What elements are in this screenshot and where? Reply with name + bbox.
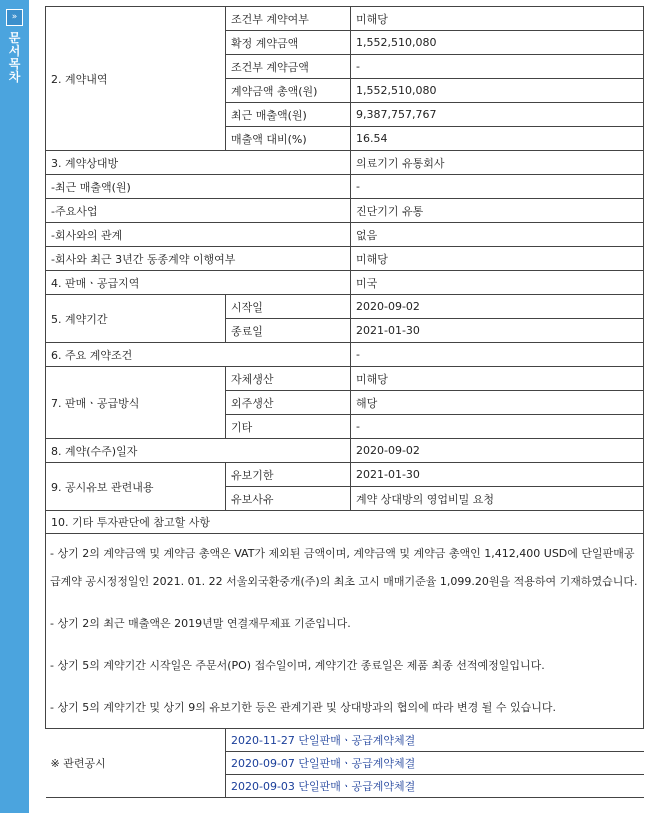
row-value: 미국 bbox=[351, 271, 644, 295]
row-value: 2021-01-30 bbox=[351, 463, 644, 487]
table-row bbox=[46, 7, 644, 31]
row-key: 매출액 대비(%) bbox=[226, 127, 351, 151]
row-label: ※ 관련공시 bbox=[46, 729, 226, 798]
table-row bbox=[46, 367, 644, 391]
table-row bbox=[46, 223, 644, 247]
table-row bbox=[46, 439, 644, 463]
related-disclosure-link[interactable]: 2020-09-03 단일판매ㆍ공급계약체결 bbox=[226, 775, 644, 798]
table-row bbox=[46, 534, 644, 729]
table-row bbox=[46, 343, 644, 367]
row-value: 2021-01-30 bbox=[351, 319, 644, 343]
toc-sidebar bbox=[0, 0, 29, 813]
note-paragraph: - 상기 5의 계약기간 및 상기 9의 유보기한 등은 관계기관 및 상대방과의 협의에 따라 변경 될 수 있습니다. bbox=[50, 701, 556, 714]
row-label: -주요사업 bbox=[46, 199, 351, 223]
row-label: 8. 계약(수주)일자 bbox=[46, 439, 351, 463]
table-row bbox=[46, 247, 644, 271]
toc-label-char: 서 bbox=[8, 44, 21, 58]
row-label: 2. 계약내역 bbox=[46, 7, 226, 151]
row-label: 5. 계약기간 bbox=[46, 295, 226, 343]
row-value: 1,552,510,080 bbox=[351, 79, 644, 103]
row-label: -최근 매출액(원) bbox=[46, 175, 351, 199]
toc-toggle-button[interactable] bbox=[6, 9, 23, 26]
toc-label-char: 문 bbox=[8, 31, 21, 45]
row-label: 4. 판매ㆍ공급지역 bbox=[46, 271, 351, 295]
row-value: - bbox=[351, 55, 644, 79]
table-row bbox=[46, 199, 644, 223]
row-value: 미해당 bbox=[351, 7, 644, 31]
row-value: - bbox=[351, 415, 644, 439]
row-key: 유보사유 bbox=[226, 487, 351, 511]
table-row bbox=[46, 175, 644, 199]
toc-label[interactable] bbox=[0, 32, 29, 84]
table-row bbox=[46, 295, 644, 319]
row-value: 9,387,757,767 bbox=[351, 103, 644, 127]
row-value: 16.54 bbox=[351, 127, 644, 151]
row-label: 10. 기타 투자판단에 참고할 사항 bbox=[46, 511, 644, 534]
row-key: 확정 계약금액 bbox=[226, 31, 351, 55]
row-key: 최근 매출액(원) bbox=[226, 103, 351, 127]
row-value: - bbox=[351, 343, 644, 367]
row-key: 조건부 계약금액 bbox=[226, 55, 351, 79]
toc-label-char: 차 bbox=[8, 70, 21, 84]
note-paragraph: - 상기 2의 최근 매출액은 2019년말 연결재무제표 기준입니다. bbox=[50, 617, 351, 630]
related-disclosure-link[interactable]: 2020-11-27 단일판매ㆍ공급계약체결 bbox=[226, 729, 644, 752]
row-label: 3. 계약상대방 bbox=[46, 151, 351, 175]
double-chevron-right-icon: » bbox=[11, 12, 18, 22]
row-key: 조건부 계약여부 bbox=[226, 7, 351, 31]
row-value: 미해당 bbox=[351, 367, 644, 391]
row-key: 유보기한 bbox=[226, 463, 351, 487]
row-label: -회사와의 관계 bbox=[46, 223, 351, 247]
table-row bbox=[46, 151, 644, 175]
row-value: 해당 bbox=[351, 391, 644, 415]
row-value: 진단기기 유통 bbox=[351, 199, 644, 223]
table-row bbox=[46, 463, 644, 487]
row-value: 2020-09-02 bbox=[351, 439, 644, 463]
row-value: 1,552,510,080 bbox=[351, 31, 644, 55]
row-value: - bbox=[351, 175, 644, 199]
table-row bbox=[46, 729, 644, 752]
table-row bbox=[46, 271, 644, 295]
row-value: 2020-09-02 bbox=[351, 295, 644, 319]
row-label: 7. 판매ㆍ공급방식 bbox=[46, 367, 226, 439]
disclosure-document bbox=[45, 6, 645, 798]
row-label: -회사와 최근 3년간 동종계약 이행여부 bbox=[46, 247, 351, 271]
toc-label-char: 목 bbox=[8, 57, 21, 71]
row-label: 9. 공시유보 관련내용 bbox=[46, 463, 226, 511]
row-key: 자체생산 bbox=[226, 367, 351, 391]
note-paragraph: - 상기 2의 계약금액 및 계약금 총액은 VAT가 제외된 금액이며, 계약금액 및 계약금 총액인 1,412,400 USD에 단일판매공급계약 공시정정일인 2021. 01. 22 서울외국환중개(주)의 최초 고시 매매기준율 1,099.20원을 적용하여 기재하였습니다. bbox=[50, 547, 638, 588]
note-paragraph: - 상기 5의 계약기간 시작일은 주문서(PO) 접수일이며, 계약기간 종료일은 제품 최종 선적예정일입니다. bbox=[50, 659, 545, 672]
related-disclosure-link[interactable]: 2020-09-07 단일판매ㆍ공급계약체결 bbox=[226, 752, 644, 775]
row-value: 없음 bbox=[351, 223, 644, 247]
row-value: 미해당 bbox=[351, 247, 644, 271]
row-value: 계약 상대방의 영업비밀 요청 bbox=[351, 487, 644, 511]
row-key: 계약금액 총액(원) bbox=[226, 79, 351, 103]
contract-detail-table bbox=[45, 6, 644, 798]
row-value: 의료기기 유통회사 bbox=[351, 151, 644, 175]
table-row bbox=[46, 511, 644, 534]
row-key: 기타 bbox=[226, 415, 351, 439]
row-key: 외주생산 bbox=[226, 391, 351, 415]
row-key: 종료일 bbox=[226, 319, 351, 343]
notes-cell bbox=[46, 534, 644, 729]
row-key: 시작일 bbox=[226, 295, 351, 319]
row-label: 6. 주요 계약조건 bbox=[46, 343, 351, 367]
